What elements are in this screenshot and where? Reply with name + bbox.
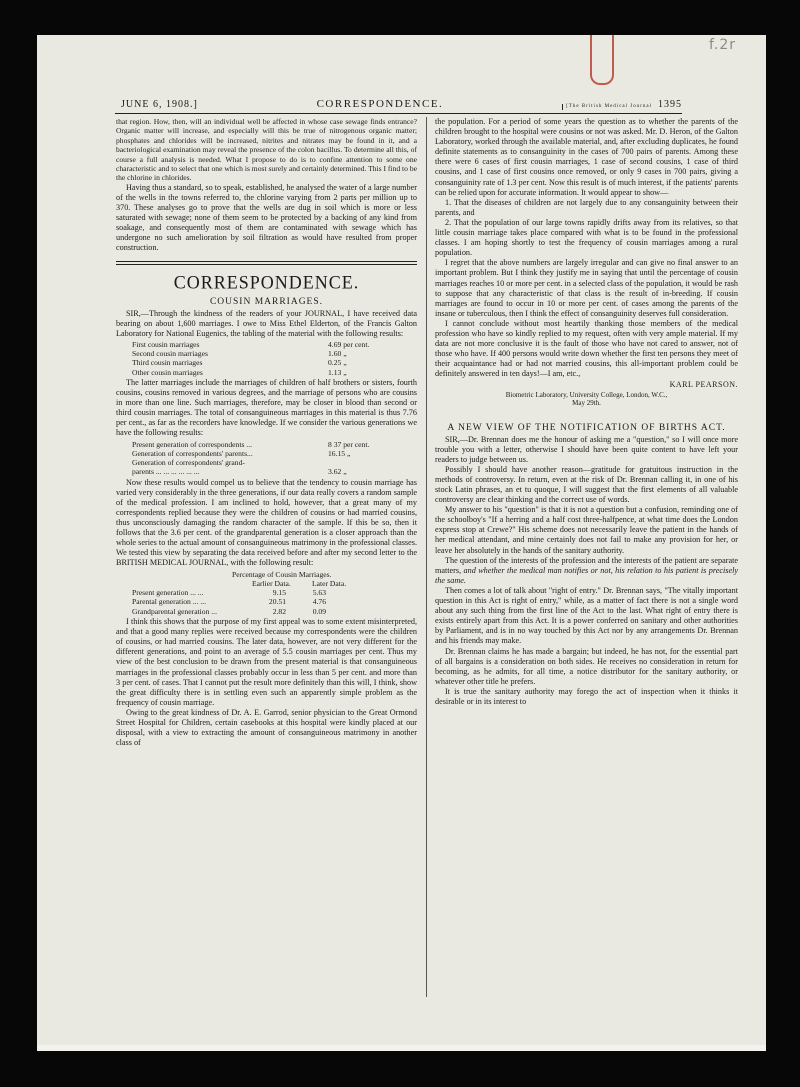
header-page-number: 1395 <box>658 99 682 110</box>
table-cell-label: Other cousin marriages <box>132 367 203 377</box>
letter2-paragraph-4 <box>435 556 738 586</box>
table-earlier-later <box>132 570 417 616</box>
letter2-paragraph-7: It is true the sanitary authority may forego the act of inspection when it thinks it desirable or in its interest to <box>435 686 738 706</box>
table-row <box>132 588 417 597</box>
table-cell-label: Third cousin marriages <box>132 358 203 368</box>
section-rule <box>116 261 417 265</box>
table-cell-label: Present generation of correspondents ... <box>132 439 252 449</box>
letter2-paragraph-3: My answer to his "question" is that it is not a question but a confusion, reminding one of the schoolboy's "If a herring and a half cost three-halfpence, at what time does the London express stop at Crewe?" His scheme does not necessarily leave the patient in the hands of her medical attendant, and mine certainly does not fail to make any provision for her, or leave her absolutely in the hands of the sanitary authority. <box>435 505 738 555</box>
signature-date: May 29th. <box>572 399 601 408</box>
letter-paragraph-2: The latter marriages include the marriages of children of half brothers or sisters, fourth cousins, cousins removed in various degrees, and the marriage of persons who are cousins in more than one line. Such marriages, therefore, may be closer in blood than second or third cousin marriages. The total of consanguineous marriages in this material is thus 7.76 per cent., as far as the recorders have knowledge. If we consider the various generations we have the following results: <box>116 377 417 438</box>
intro-paragraph-2: Having thus a standard, so to speak, established, he analysed the water of a large number of the wells in the towns referred to, the chlorine varying from 2 parts per million up to 370. These analyses go to prove that the wells are dug in soil which is more or less saturated with sewage; none of them seem to be protected by a backing of any kind from soakage, and consequently most of them are contaminated with sewage which has undergone no such amelioration by soil filtration as would have resulted from proper construction. <box>116 182 417 253</box>
table-row <box>132 440 417 449</box>
right-column <box>435 117 738 707</box>
table-row <box>132 458 417 467</box>
table-row <box>132 467 417 476</box>
table-cell-value: 1.60 „ <box>328 349 347 359</box>
left-column <box>116 117 417 748</box>
table-generations <box>132 440 417 477</box>
table-cell-later: 5.63 <box>312 588 326 598</box>
handwritten-folio-mark: f.2r <box>708 37 736 53</box>
letter2-paragraph-5: Then comes a lot of talk about "right of entry." Dr. Brennan says, "The vitally important question in this Act is right of entry," while, as a matter of fact there is not a single word about any such thing from the first line of the Act to the last. What right of entry there is exists entirely apart from this Act. It is a power conferred on sanitary and other authorities by Parliament, and is in no way touched by this Act nor by any arrangements Dr. Brennan and his friends may make. <box>435 585 738 646</box>
table-cell-value: 16.15 „ <box>328 448 351 458</box>
letter-title-cousin-marriages: COUSIN MARRIAGES. <box>209 296 324 307</box>
letter2-paragraph-1: SIR,—Dr. Brennan does me the honour of asking me a "question," so I will once more trouble you with a letter, otherwise I should have been quite content to have left your readers to judge between us. <box>435 434 738 464</box>
table-row <box>132 597 417 606</box>
table-cell-earlier: 2.82 <box>272 606 286 616</box>
table-cell-label: parents ... ... ... ... ... ... <box>132 467 200 477</box>
letter-paragraph-8: I cannot conclude without most heartily thanking those members of the medical profession who have so kindly replied to my request, often with very ample material. If my data are not more conclusive it is the fault of those who have not cared to answer, not of those who have. If 400 persons would write down whether the first ten persons they meet of their acquaintance had or had not married cousins, this all-important problem could be definitely answered in ten days!—I am, etc., <box>435 318 738 379</box>
header-journal-tag: [The British Medical Journal <box>562 104 652 110</box>
table-row <box>132 368 417 377</box>
letter-paragraph-3: Now these results would compel us to believe that the tendency to cousin marriage has varied very considerably in the three generations, if our data really covers a random sample of the medical profession. I am inclined to hold, however, that a great many of my correspondents replied because they were the children of cousins or had married cousins, thus unconsciously damaging the random character of the sample. If this be so, then it follows that the 3.6 per cent. of the grandparental generation is a closer approach than the whole series to the actual amount of consanguineous matrimony in the professional classes. We tested this view by separating the data received before and after my second letter to the BRITISH MEDICAL JOURNAL, with the following result: <box>116 477 417 568</box>
letter-paragraph-4: I think this shows that the purpose of my first appeal was to some extent misinterpreted, and that a good many replies were received because my correspondents were the children of cousins, or had married cousins. The later data, however, are not very different for the different generations, and point to an average of 5.5 cousin marriages per cent. Thus my view of the best conclusion to be drawn from the present material is that consanguineous marriages in the professional classes probably occur in less than 5 per cent. and more than 3 per cent. of cases. That I cannot put the result more definitely than this will, I think, show the great difficulty there is in settling even such an apparently simple problem as the frequency of cousin marriage. <box>116 617 417 707</box>
letter2-paragraph-4-italic: and whether the medical man notifies or not, his relation to his patient is precisely the same. <box>435 565 738 585</box>
table-cell-label: Parental generation ... ... <box>132 597 207 607</box>
letter-point-2: 2. That the population of our large towns rapidly drifts away from its relatives, so that little cousin marriage takes place compared with what is to be found in the professional classes. I am hoping shortly to test the frequency of cousin marriages among a rural population. <box>435 217 738 258</box>
section-title: CORRESPONDENCE. <box>173 271 360 292</box>
table-cell-value: 3.62 „ <box>328 467 347 477</box>
table-cell-later: 0.09 <box>312 606 326 616</box>
letter2-paragraph-2: Possibly I should have another reason—gratitude for gratuitous instruction in the methods of controversy. In return, even at the risk of Dr. Brennan calling it, in one of his stock Latin phrases, an et tu quoque, I will suggest that the first elements of all valuable controversy are clear thinking and the correct use of words. <box>435 464 738 505</box>
table-cell-label: Generation of correspondents' parents... <box>132 448 253 458</box>
header-rule <box>115 113 682 114</box>
letter-title-notification-of-births: A NEW VIEW OF THE NOTIFICATION OF BIRTHS ACT. <box>447 422 726 433</box>
table-cell-value: 8 37 per cent. <box>328 439 370 449</box>
header-right <box>562 99 682 110</box>
paperclip-mark <box>590 35 614 85</box>
letter2-paragraph-4-text: The question of the interests of the profession and the interests of the patient are separate matters, <box>435 555 738 575</box>
table-header-earlier: Earlier Data. <box>252 578 291 588</box>
header-date: JUNE 6, 1908.] <box>121 99 198 110</box>
intro-paragraph-1: that region. How, then, will an individual well be affected in whose case sewage finds entrance? Organic matter will increase, and especially will this be true of nitrogenous organic matter; phosphates and chlorides will be increased, nitrites and nitrates may be found in it, and a bacteriological examination may reveal the presence of the colon bacillus. To determine all this, of course a full analysis is needed. What I propose to do is to confine attention to some one characteristic and to select that one which is most surely and certainly determined. This I find to be the chlorine in chlorides. <box>116 117 417 183</box>
table-row <box>132 449 417 458</box>
header-title: CORRESPONDENCE. <box>316 98 444 110</box>
table-caption: Percentage of Cousin Marriages. <box>232 569 332 579</box>
signature: KARL PEARSON. <box>669 380 738 390</box>
table-cell-label: First cousin marriages <box>132 339 200 349</box>
letter-paragraph-6: the population. For a period of some years the question as to whether the parents of the children brought to the hospital were cousins or not was asked. Mr. D. Heron, of the Galton Laboratory, worked through the available material, and, after excluding duplicates, he found definite statements as to consanguinity in the cases of 700 pairs of parents. Among these there were 6 cases of first cousin marriages, 1 case of second cousins, 1 case of third cousins, and 1 case of first cousins once removed, or only 9 cases in 700 pairs, giving a consanguinity rate of 1.3 per cent. Now this result is of much interest, if the patients' parents can be relied upon for accurate information. It would appear to show— <box>435 117 738 197</box>
letter-point-1: 1. That the diseases of children are not largely due to any consanguinity between their parents, and <box>435 197 738 217</box>
table-cell-value: 1.13 „ <box>328 367 347 377</box>
table-cell-later: 4.76 <box>312 597 326 607</box>
table-cell-label: Grandparental generation ... <box>132 606 217 616</box>
signature-address: Biometric Laboratory, University College, London, W.C., <box>505 390 668 399</box>
page-bottom-edge <box>37 1045 766 1051</box>
table-cell-value: 4.69 per cent. <box>328 339 370 349</box>
page-header <box>121 90 682 110</box>
table-row <box>132 607 417 616</box>
table-cell-earlier: 20.51 <box>268 597 286 607</box>
table-row <box>132 358 417 367</box>
table-cousin-marriage-rates <box>132 340 417 377</box>
letter-paragraph-5: Owing to the great kindness of Dr. A. E. Garrod, senior physician to the Great Ormond Street Hospital for Children, certain casebooks at this hospital were kindly placed at our disposal, with a view to extracting the amount of consanguineous matrimony in another class of <box>116 707 417 748</box>
table-cell-earlier: 9.15 <box>272 588 286 598</box>
table-row <box>132 349 417 358</box>
letter-paragraph-7: I regret that the above numbers are largely irregular and can give no final answer to an important problem. But I think they justify me in saying that until the percentage of cousin marriages reaches 10 or more per cent. in a selected class of the population, it would be rash to suppose that any characteristic of that class is the result of in-breeding. If cousin marriages are found to occur in 10 or more per cent. of cases among the parents of the insane or tuberculous, then I think the effect of consanguinity deserves full consideration. <box>435 258 738 318</box>
letter2-paragraph-6: Dr. Brennan claims he has made a bargain; but indeed, he has not, for the essential part of all bargains is a consideration on both sides. He receives no consideration in return for becoming, as he admits, for all time, a notice distributor for the sanitary authority, or whatever other title he prefers. <box>435 646 738 686</box>
column-divider <box>426 117 427 997</box>
letter-paragraph-1: SIR,—Through the kindness of the readers of your JOURNAL, I have received data bearing on about 1,600 marriages. I owe to Miss Ethel Elderton, of the Francis Galton Laboratory for National Eugenics, the tabling of the material with the following results: <box>116 308 417 338</box>
table-header-row <box>132 579 417 588</box>
table-header-later: Later Data. <box>312 578 347 588</box>
table-cell-value: 0.25 „ <box>328 358 347 368</box>
table-cell-label: Second cousin marriages <box>132 349 208 359</box>
table-cell-label: Present generation ... ... <box>132 588 204 598</box>
journal-page <box>37 35 766 1051</box>
table-cell-label: Generation of correspondents' grand- <box>132 458 245 468</box>
table-row <box>132 340 417 349</box>
